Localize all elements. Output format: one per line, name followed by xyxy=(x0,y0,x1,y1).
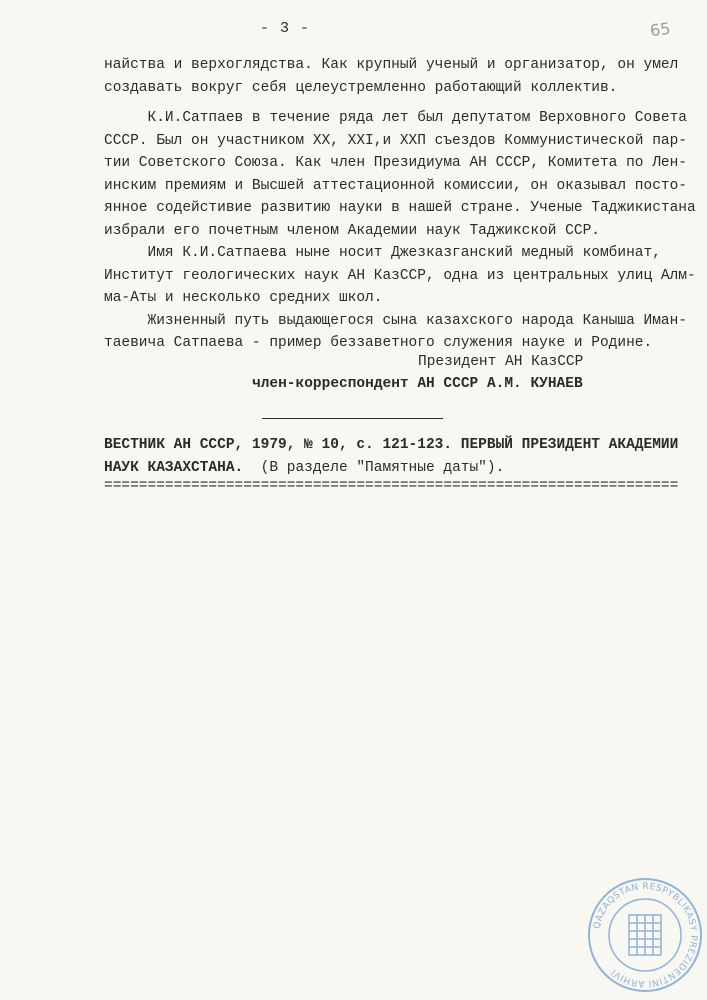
double-rule: ================================================================== xyxy=(104,478,679,494)
text-line: таевича Сатпаева - пример беззаветного служения науке и Родине. xyxy=(104,335,653,351)
text-line: инским премиям и Высшей аттестационной комиссии, он оказывал посто- xyxy=(104,177,687,194)
signature-title: Президент АН КазССР xyxy=(418,354,584,370)
citation-line xyxy=(104,457,694,480)
text-line: янное содейстивие развитию науки в нашей стране. Ученые Таджикистана xyxy=(104,200,696,216)
signature-name: член-корреспондент АН СССР А.М. КУНАЕВ xyxy=(252,376,583,392)
citation-title: НАУК КАЗАХСТАНА. xyxy=(104,459,244,476)
divider-line xyxy=(262,418,443,419)
citation-note: (В разделе "Памятные даты"). xyxy=(243,459,505,476)
paragraph-3 xyxy=(104,242,696,310)
paragraph-1 xyxy=(104,54,679,99)
text-line: ма-Аты и несколько средних школ. xyxy=(104,290,383,306)
text-line: Имя К.И.Сатпаева ныне носит Джезказганский медный комбинат, xyxy=(104,245,661,261)
text-line: Институт геологических наук АН КазССР, одна из центральных улиц Алм- xyxy=(104,267,696,284)
archive-stamp xyxy=(585,875,705,995)
stamp-text: QAZAQSTAN RESPYBLIKASY PREZIDENTINI ARHIVI xyxy=(592,881,699,989)
page-number: - 3 - xyxy=(260,20,311,37)
text-line: СССР. Был он участником XX, XXI,и XXП съездов Коммунистической пар- xyxy=(104,132,687,149)
text-line: найства и верхоглядства. Как крупный ученый и организатор, он умел xyxy=(104,57,679,73)
text-line: тии Советского Союза. Как член Президиума АН СССР, Комитета по Лен- xyxy=(104,155,687,171)
paragraph-4 xyxy=(104,310,687,355)
paragraph-2 xyxy=(104,107,696,242)
citation xyxy=(104,434,694,479)
body-text xyxy=(104,54,696,355)
text-line: К.И.Сатпаев в течение ряда лет был депутатом Верховного Совета xyxy=(104,110,687,126)
archive-page-number: 65 xyxy=(648,18,672,41)
citation-line: ВЕСТНИК АН СССР, 1979, № 10, с. 121-123. ПЕРВЫЙ ПРЕЗИДЕНТ АКАДЕМИИ xyxy=(104,437,679,453)
building-icon xyxy=(629,915,661,955)
text-line: избрали его почетным членом Академии наук Таджикской ССР. xyxy=(104,222,600,239)
text-line: Жизненный путь выдающегося сына казахского народа Каныша Иман- xyxy=(104,312,687,329)
text-line: создавать вокруг себя целеустремленно работающий коллектив. xyxy=(104,79,618,96)
